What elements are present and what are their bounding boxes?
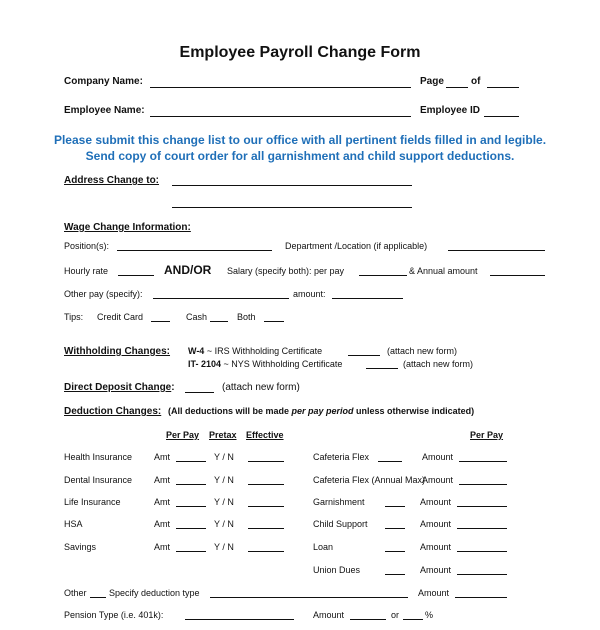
direct-deposit-label: Direct Deposit Change	[64, 382, 172, 393]
specify-deduction-field[interactable]	[210, 597, 408, 598]
department-field[interactable]	[448, 250, 545, 251]
deduction-left-label-1: Dental Insurance	[64, 475, 133, 485]
tips-label: Tips:	[64, 312, 84, 322]
deduction-note: (All deductions will be made per pay period unless otherwise indicated)	[168, 406, 475, 416]
amount-field[interactable]	[459, 484, 507, 485]
amount-label: Amount	[420, 565, 452, 575]
page-label: Page	[420, 76, 444, 87]
company-name-label: Company Name:	[64, 76, 143, 87]
direct-deposit-attach-note: (attach new form)	[222, 382, 300, 393]
amount-field[interactable]	[457, 574, 507, 575]
tips-cash-field[interactable]	[210, 321, 228, 322]
tips-credit-card-field[interactable]	[151, 321, 170, 322]
deduction-left-label-4: Savings	[64, 542, 97, 552]
pretax-yn[interactable]: Y / N	[214, 475, 234, 485]
amt-field[interactable]	[176, 528, 206, 529]
notice-line-1: Please submit this change list to our office with all pertinent fields filled in and legible.	[53, 133, 547, 147]
it2104-code: IT- 2104	[188, 359, 222, 369]
pretax-yn[interactable]: Y / N	[214, 452, 234, 462]
pretax-yn[interactable]: Y / N	[214, 497, 234, 507]
deduction-right-label-5: Union Dues	[313, 565, 361, 575]
effective-field[interactable]	[248, 461, 284, 462]
amt-field[interactable]	[176, 506, 206, 507]
amt-label: Amt	[154, 497, 171, 507]
col-effective: Effective	[246, 430, 284, 440]
pension-or-label: or	[391, 610, 400, 620]
amt-field[interactable]	[176, 484, 206, 485]
address-line-1-field[interactable]	[172, 185, 412, 186]
amount-label: Amount	[420, 519, 452, 529]
address-line-2-field[interactable]	[172, 207, 412, 208]
amount-field[interactable]	[457, 528, 507, 529]
w4-field[interactable]	[348, 355, 380, 356]
it2104-attach-note: (attach new form)	[403, 359, 474, 369]
deduction-left-label-2: Life Insurance	[64, 497, 121, 507]
annual-amount-label: & Annual amount	[409, 266, 478, 276]
pension-amount-field[interactable]	[350, 619, 386, 620]
other-pay-field[interactable]	[153, 298, 289, 299]
right-check-field[interactable]	[385, 574, 405, 575]
salary-per-pay-field[interactable]	[359, 275, 407, 276]
employee-id-field[interactable]	[484, 116, 519, 117]
tips-both-label: Both	[237, 312, 256, 322]
deduction-right-label-0: Cafeteria Flex	[313, 452, 370, 462]
pension-amount-label: Amount	[313, 610, 345, 620]
specify-deduction-label: Specify deduction type	[109, 588, 200, 598]
hourly-rate-label: Hourly rate	[64, 266, 109, 276]
pension-percent-sign: %	[425, 610, 434, 620]
other-deduction-label: Other	[64, 588, 87, 598]
col-per-pay: Per Pay	[166, 430, 200, 440]
tips-both-field[interactable]	[264, 321, 284, 322]
and-or-label: AND/OR	[164, 263, 212, 277]
direct-deposit-field[interactable]	[185, 392, 214, 393]
deduction-right-label-2: Garnishment	[313, 497, 365, 507]
deduction-right-label-1: Cafeteria Flex (Annual Max)	[313, 475, 426, 485]
other-pay-amount-label: amount:	[293, 289, 326, 299]
col-per-pay-right: Per Pay	[470, 430, 504, 440]
deduction-left-label-3: HSA	[64, 519, 83, 529]
amount-label: Amount	[422, 452, 454, 462]
deduction-right-label-4: Loan	[313, 542, 334, 552]
company-name-field[interactable]	[150, 87, 411, 88]
amt-field[interactable]	[176, 551, 206, 552]
address-change-label: Address Change to:	[64, 175, 160, 186]
other-deduction-check-field[interactable]	[90, 597, 106, 598]
deduction-changes-label: Deduction Changes:	[64, 406, 162, 417]
w4-text: ~ IRS Withholding Certificate	[206, 346, 323, 356]
amount-field[interactable]	[459, 461, 507, 462]
amt-label: Amt	[154, 519, 171, 529]
positions-field[interactable]	[117, 250, 272, 251]
positions-label: Position(s):	[64, 241, 110, 251]
withholding-changes-label: Withholding Changes:	[64, 346, 171, 357]
amt-label: Amt	[154, 542, 171, 552]
annual-amount-field[interactable]	[490, 275, 545, 276]
employee-name-label: Employee Name:	[64, 105, 145, 116]
deduction-left-label-0: Health Insurance	[64, 452, 133, 462]
page-title: Employee Payroll Change Form	[179, 44, 421, 61]
w4-row	[188, 346, 322, 356]
amount-label: Amount	[420, 542, 452, 552]
wage-change-heading: Wage Change Information:	[64, 222, 191, 233]
pension-type-label: Pension Type (i.e. 401k):	[64, 610, 164, 620]
amount-field[interactable]	[457, 506, 507, 507]
other-amount-label: Amount	[418, 588, 450, 598]
effective-field[interactable]	[248, 551, 284, 552]
amount-label: Amount	[420, 497, 452, 507]
other-pay-label: Other pay (specify):	[64, 289, 143, 299]
it2104-text: ~ NYS Withholding Certificate	[223, 359, 343, 369]
other-amount-field[interactable]	[455, 597, 507, 598]
pension-type-field[interactable]	[185, 619, 294, 620]
of-label: of	[471, 76, 481, 87]
amt-label: Amt	[154, 452, 171, 462]
amount-label: Amount	[422, 475, 454, 485]
other-pay-amount-field[interactable]	[332, 298, 403, 299]
effective-field[interactable]	[248, 484, 284, 485]
hourly-rate-field[interactable]	[118, 275, 154, 276]
salary-label: Salary (specify both): per pay	[227, 266, 345, 276]
it2104-row	[188, 359, 342, 369]
pretax-yn[interactable]: Y / N	[214, 519, 234, 529]
direct-deposit-row	[64, 382, 175, 393]
tips-credit-card-label: Credit Card	[97, 312, 144, 322]
right-check-field[interactable]	[385, 506, 405, 507]
w4-code: W-4	[188, 346, 205, 356]
amt-field[interactable]	[176, 461, 206, 462]
tips-cash-label: Cash	[186, 312, 208, 322]
notice-line-2: Send copy of court order for all garnishment and child support deductions.	[85, 149, 515, 163]
right-check-field[interactable]	[385, 528, 405, 529]
amt-label: Amt	[154, 475, 171, 485]
col-pretax: Pretax	[209, 430, 237, 440]
department-label: Department /Location (if applicable)	[285, 241, 428, 251]
w4-attach-note: (attach new form)	[387, 346, 458, 356]
it2104-field[interactable]	[366, 368, 398, 369]
pension-percent-field[interactable]	[403, 619, 423, 620]
direct-deposit-colon: :	[171, 382, 175, 393]
effective-field[interactable]	[248, 528, 284, 529]
effective-field[interactable]	[248, 506, 284, 507]
employee-id-label: Employee ID	[420, 105, 481, 116]
right-check-field[interactable]	[385, 551, 405, 552]
pretax-yn[interactable]: Y / N	[214, 542, 234, 552]
page-number-field[interactable]	[446, 87, 468, 88]
right-check-field[interactable]	[378, 461, 402, 462]
amount-field[interactable]	[457, 551, 507, 552]
page-total-field[interactable]	[487, 87, 519, 88]
deduction-right-label-3: Child Support	[313, 519, 368, 529]
employee-name-field[interactable]	[150, 116, 411, 117]
